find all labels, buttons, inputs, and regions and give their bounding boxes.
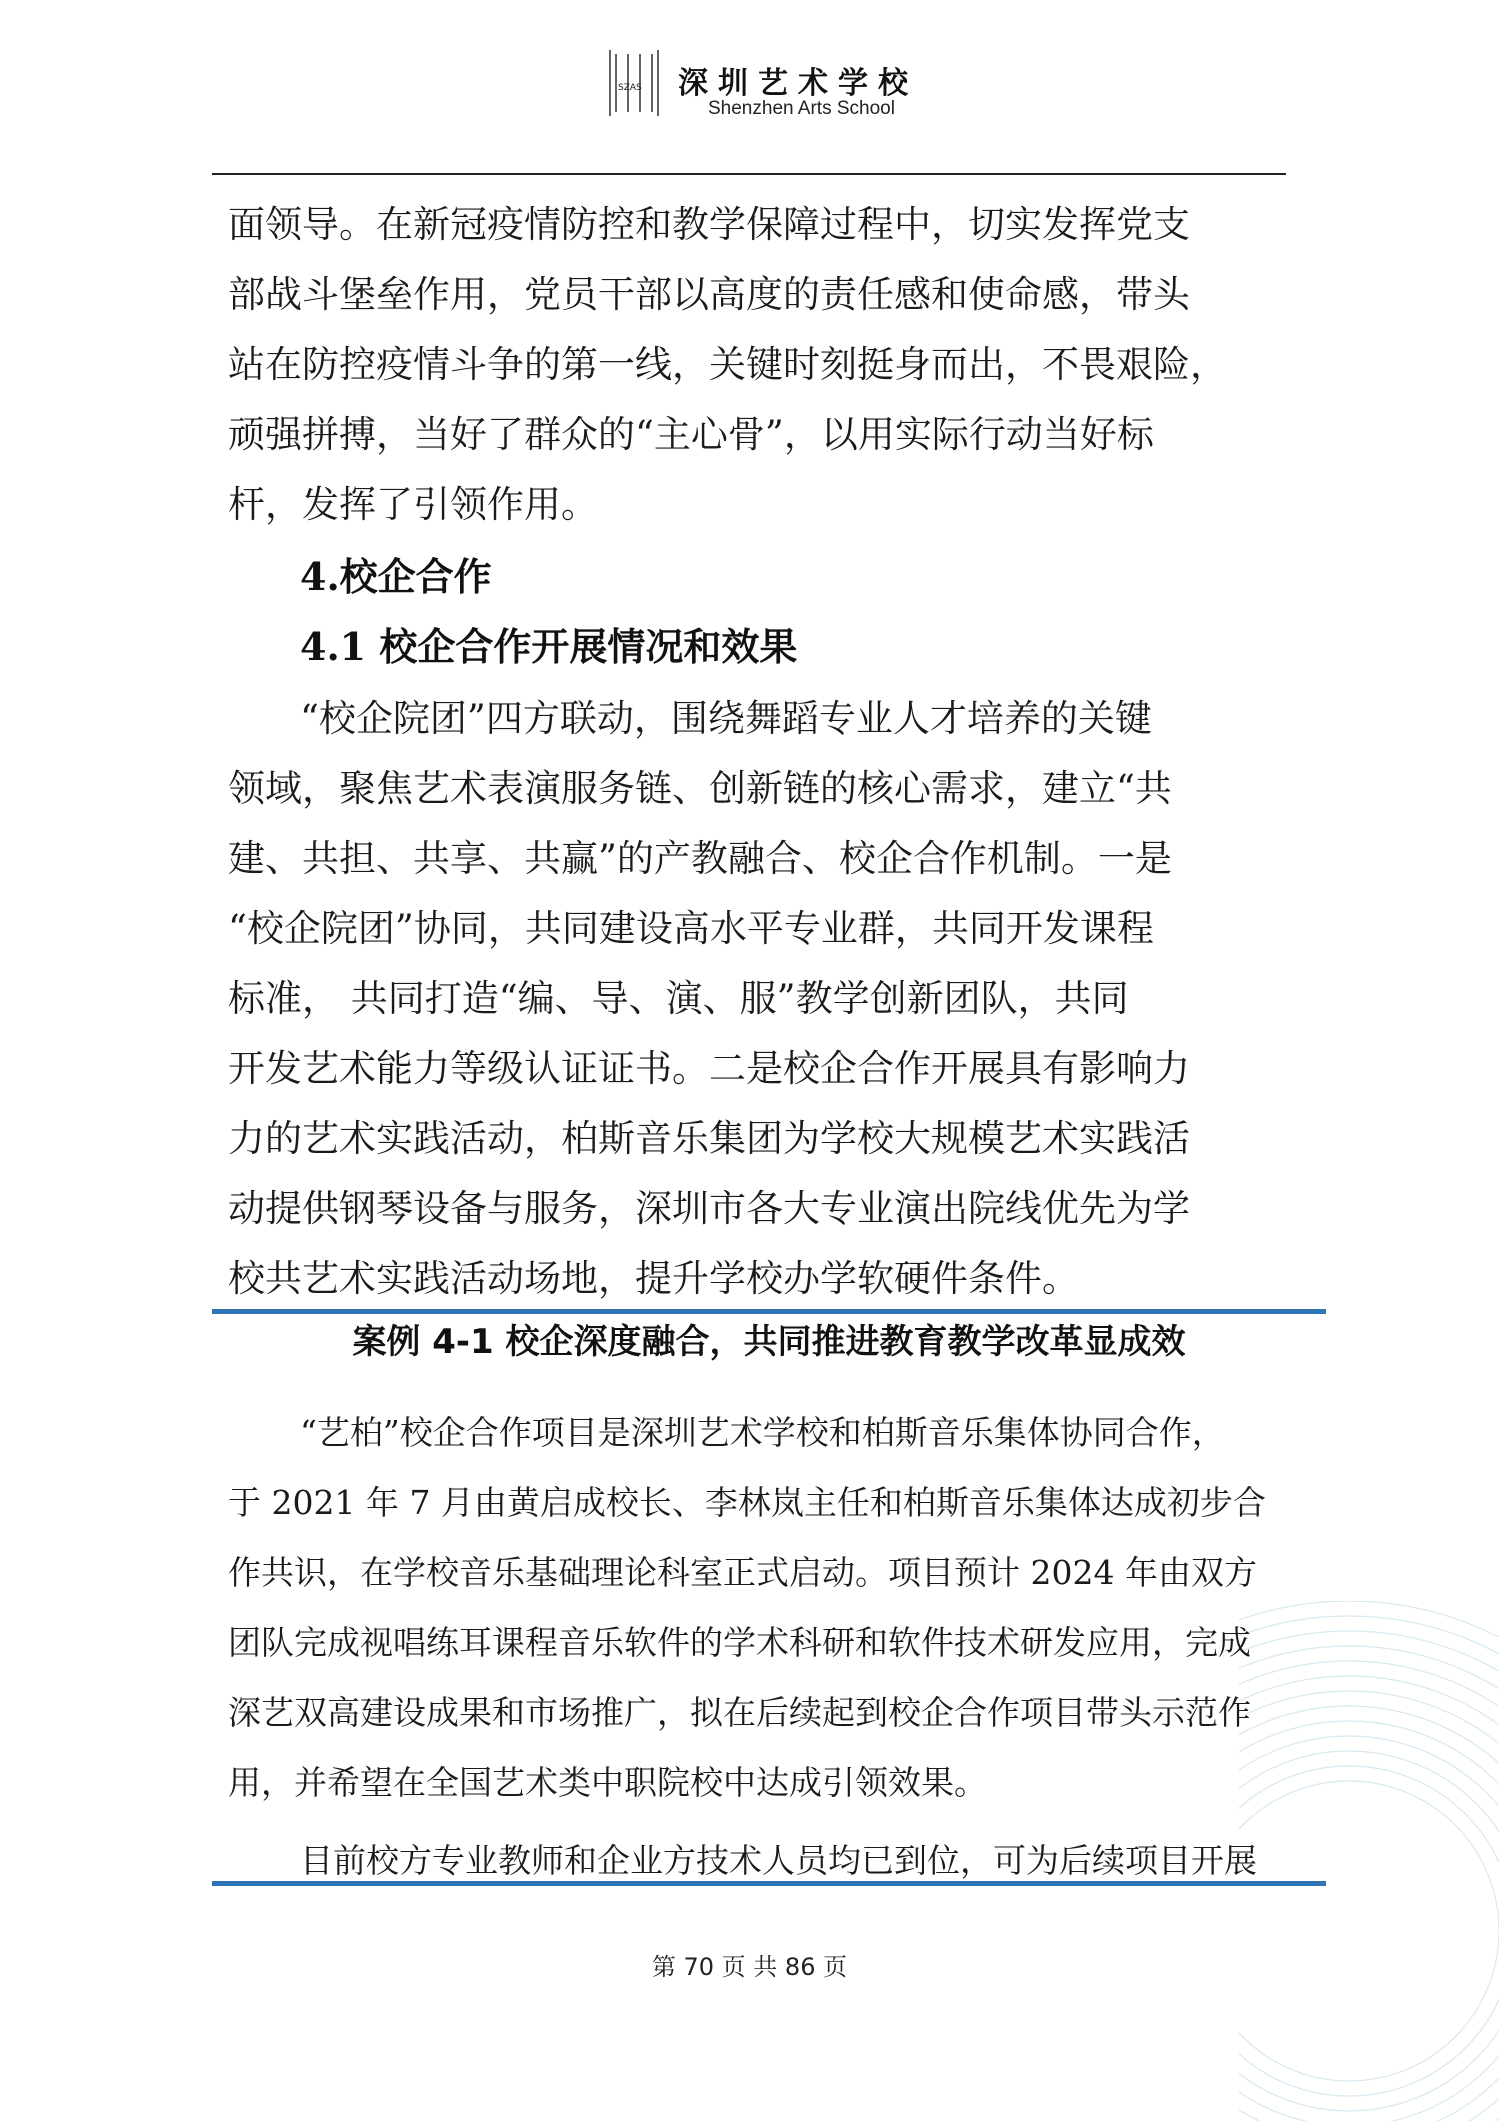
paragraph-line: 校共艺术实践活动场地，提升学校办学软硬件条件。: [228, 1257, 1079, 1300]
paragraph-line: 建、共担、共享、共赢”的产教融合、校企合作机制。一是: [228, 837, 1172, 880]
case-line: 作共识，在学校音乐基础理论科室正式启动。项目预计 2024 年由双方: [228, 1553, 1257, 1592]
case-line: 于 2021 年 7 月由黄启成校长、李林岚主任和柏斯音乐集体达成初步合: [228, 1483, 1266, 1522]
paragraph-line: 开发艺术能力等级认证证书。二是校企合作开展具有影响力: [228, 1047, 1190, 1090]
section-heading: 4.校企合作: [300, 554, 492, 599]
paragraph-line: 动提供钢琴设备与服务，深圳市各大专业演出院线优先为学: [228, 1187, 1190, 1230]
paragraph-line: 领域，聚焦艺术表演服务链、创新链的核心需求，建立“共: [228, 767, 1172, 810]
paragraph-line: 面领导。在新冠疫情防控和教学保障过程中，切实发挥党支: [228, 203, 1190, 246]
paragraph-line: 部战斗堡垒作用，党员干部以高度的责任感和使命感，带头: [228, 273, 1190, 316]
paragraph-line: 标准， 共同打造“编、导、演、服”教学创新团队，共同: [228, 977, 1129, 1020]
page-header: [0, 30, 1499, 140]
case-line: 目前校方专业教师和企业方技术人员均已到位，可为后续项目开展: [300, 1841, 1257, 1880]
subsection-heading: 4.1 校企合作开展情况和效果: [300, 624, 798, 669]
paragraph-line: 顽强拼搏，当好了群众的“主心骨”，以用实际行动当好标: [228, 413, 1154, 456]
paragraph-line: 站在防控疫情斗争的第一线，关键时刻挺身而出，不畏艰险，: [228, 343, 1227, 386]
logo-letters: SZAS: [618, 83, 642, 93]
school-logo-icon: [608, 48, 660, 118]
school-name-en: Shenzhen Arts School: [708, 98, 895, 119]
paragraph-line: “校企院团”协同，共同建设高水平专业群，共同开发课程: [228, 907, 1154, 950]
header-divider: [212, 173, 1286, 175]
school-name-cn: 深圳艺术学校: [678, 66, 918, 101]
paragraph-line: “校企院团”四方联动，围绕舞蹈专业人才培养的关键: [300, 697, 1152, 740]
case-title: 案例 4-1 校企深度融合，共同推进教育教学改革显成效: [352, 1322, 1186, 1362]
case-line: “艺柏”校企合作项目是深圳艺术学校和柏斯音乐集体协同合作，: [300, 1413, 1225, 1452]
paragraph-line: 力的艺术实践活动，柏斯音乐集团为学校大规模艺术实践活: [228, 1117, 1190, 1160]
case-line: 用，并希望在全国艺术类中职院校中达成引领效果。: [228, 1763, 987, 1802]
page-number: 第 70 页 共 86 页: [651, 1953, 848, 1981]
paragraph-line: 杆，发挥了引领作用。: [228, 483, 598, 526]
case-line: 深艺双高建设成果和市场推广，拟在后续起到校企合作项目带头示范作: [228, 1693, 1251, 1732]
case-bottom-rule: [212, 1881, 1326, 1886]
case-line: 团队完成视唱练耳课程音乐软件的学术科研和软件技术研发应用，完成: [228, 1623, 1251, 1662]
decorative-rings: [1239, 1601, 1499, 2121]
